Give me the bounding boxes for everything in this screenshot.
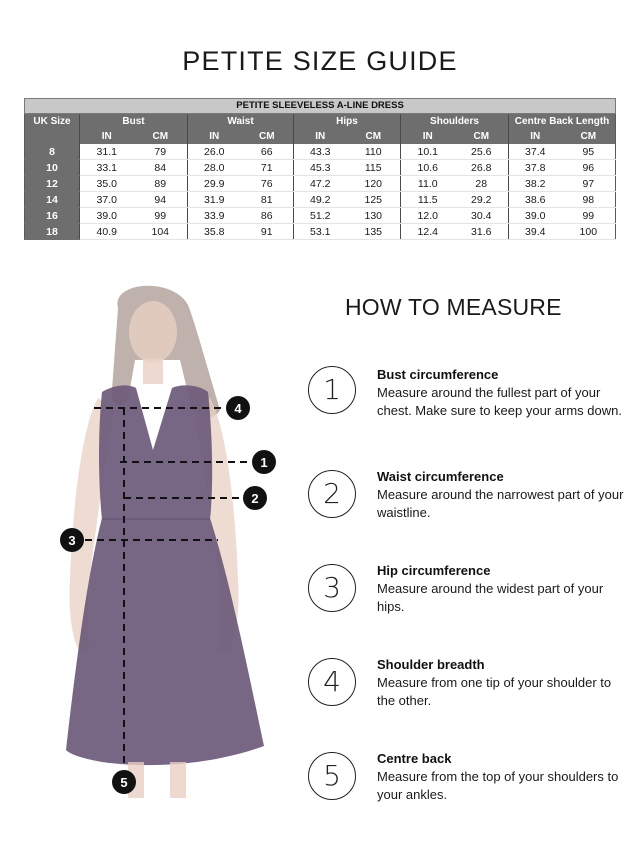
unit-in: IN [509, 129, 562, 144]
dress-bodice-shape [99, 385, 212, 520]
value-in-cell: 38.6 [509, 192, 562, 208]
value-cm-cell: 91 [241, 224, 294, 240]
value-cm-cell: 104 [134, 224, 188, 240]
value-in-cell: 10.1 [401, 144, 455, 160]
value-in-cell: 47.2 [294, 176, 347, 192]
value-in-cell: 37.4 [509, 144, 562, 160]
value-cm-cell: 30.4 [455, 208, 509, 224]
value-cm-cell: 97 [562, 176, 616, 192]
model-illustration [40, 280, 310, 800]
step-number-circle: 2 [308, 470, 356, 518]
value-in-cell: 12.4 [401, 224, 455, 240]
value-in-cell: 39.0 [509, 208, 562, 224]
group-header-centre-back: Centre Back Length [509, 114, 616, 130]
value-cm-cell: 98 [562, 192, 616, 208]
value-in-cell: 26.0 [188, 144, 241, 160]
value-in-cell: 40.9 [80, 224, 134, 240]
value-in-cell: 39.4 [509, 224, 562, 240]
value-cm-cell: 66 [241, 144, 294, 160]
value-cm-cell: 79 [134, 144, 188, 160]
value-cm-cell: 99 [134, 208, 188, 224]
table-row [25, 224, 616, 240]
value-cm-cell: 76 [241, 176, 294, 192]
value-in-cell: 31.1 [80, 144, 134, 160]
value-in-cell: 11.5 [401, 192, 455, 208]
size-cell: 14 [25, 192, 80, 208]
value-cm-cell: 25.6 [455, 144, 509, 160]
value-cm-cell: 99 [562, 208, 616, 224]
value-cm-cell: 26.8 [455, 160, 509, 176]
step-heading: Hip circumference [377, 563, 491, 578]
table-row [25, 144, 616, 160]
step-heading: Waist circumference [377, 469, 504, 484]
size-cell: 8 [25, 144, 80, 160]
value-in-cell: 49.2 [294, 192, 347, 208]
value-in-cell: 35.8 [188, 224, 241, 240]
unit-cm: CM [134, 129, 188, 144]
value-cm-cell: 115 [347, 160, 401, 176]
value-in-cell: 28.0 [188, 160, 241, 176]
value-in-cell: 39.0 [80, 208, 134, 224]
size-cell: 12 [25, 176, 80, 192]
value-cm-cell: 120 [347, 176, 401, 192]
value-in-cell: 29.9 [188, 176, 241, 192]
value-in-cell: 53.1 [294, 224, 347, 240]
group-header-shoulders: Shoulders [401, 114, 509, 130]
page-title: PETITE SIZE GUIDE [182, 46, 458, 76]
marker-3-label: 3 [68, 533, 76, 548]
unit-in: IN [188, 129, 241, 144]
step-heading: Bust circumference [377, 367, 499, 382]
value-in-cell: 12.0 [401, 208, 455, 224]
marker-2-label: 2 [251, 491, 259, 506]
step-description: Measure from the top of your shoulders to your ankles. [377, 769, 619, 802]
face-shape [129, 301, 177, 363]
unit-in: IN [401, 129, 455, 144]
marker-4-label: 4 [234, 401, 242, 416]
table-caption: PETITE SLEEVELESS A-LINE DRESS [25, 99, 616, 114]
right-leg-shape [170, 762, 186, 798]
how-to-measure-title: HOW TO MEASURE [345, 294, 562, 320]
value-in-cell: 31.9 [188, 192, 241, 208]
table-row [25, 176, 616, 192]
value-in-cell: 33.9 [188, 208, 241, 224]
step-number-circle: 1 [308, 366, 356, 414]
step-centre-back [308, 752, 628, 822]
step-description: Measure around the narrowest part of your waistline. [377, 487, 624, 520]
step-number-circle: 4 [308, 658, 356, 706]
value-in-cell: 37.8 [509, 160, 562, 176]
value-cm-cell: 31.6 [455, 224, 509, 240]
value-cm-cell: 81 [241, 192, 294, 208]
step-heading: Centre back [377, 751, 452, 766]
value-in-cell: 33.1 [80, 160, 134, 176]
value-cm-cell: 96 [562, 160, 616, 176]
unit-in: IN [80, 129, 134, 144]
unit-cm: CM [455, 129, 509, 144]
value-in-cell: 11.0 [401, 176, 455, 192]
unit-cm: CM [241, 129, 294, 144]
model-figure [40, 280, 310, 800]
step-heading: Shoulder breadth [377, 657, 485, 672]
value-cm-cell: 110 [347, 144, 401, 160]
unit-cm: CM [347, 129, 401, 144]
table-row [25, 160, 616, 176]
value-in-cell: 43.3 [294, 144, 347, 160]
size-cell: 18 [25, 224, 80, 240]
size-table [24, 98, 616, 240]
step-shoulder [308, 658, 628, 728]
step-description: Measure around the widest part of your hips. [377, 581, 604, 614]
step-number-circle: 5 [308, 752, 356, 800]
step-bust [308, 366, 628, 436]
size-cell: 16 [25, 208, 80, 224]
step-description: Measure from one tip of your shoulder to the other. [377, 675, 612, 708]
value-cm-cell: 28 [455, 176, 509, 192]
value-cm-cell: 29.2 [455, 192, 509, 208]
value-cm-cell: 89 [134, 176, 188, 192]
group-header-hips: Hips [294, 114, 401, 130]
group-header-bust: Bust [80, 114, 188, 130]
step-description: Measure around the fullest part of your chest. Make sure to keep your arms down. [377, 385, 622, 418]
marker-5-label: 5 [120, 775, 128, 790]
unit-in: IN [294, 129, 347, 144]
value-in-cell: 37.0 [80, 192, 134, 208]
value-in-cell: 38.2 [509, 176, 562, 192]
table-row [25, 208, 616, 224]
marker-1-label: 1 [260, 455, 268, 470]
value-cm-cell: 86 [241, 208, 294, 224]
value-cm-cell: 95 [562, 144, 616, 160]
value-in-cell: 45.3 [294, 160, 347, 176]
value-in-cell: 51.2 [294, 208, 347, 224]
value-in-cell: 35.0 [80, 176, 134, 192]
step-waist [308, 470, 628, 540]
value-cm-cell: 125 [347, 192, 401, 208]
value-cm-cell: 100 [562, 224, 616, 240]
value-in-cell: 10.6 [401, 160, 455, 176]
value-cm-cell: 71 [241, 160, 294, 176]
unit-cm: CM [562, 129, 616, 144]
value-cm-cell: 135 [347, 224, 401, 240]
size-cell: 10 [25, 160, 80, 176]
neck-shape [143, 358, 163, 384]
unit-spacer [25, 129, 80, 144]
value-cm-cell: 130 [347, 208, 401, 224]
group-header-waist: Waist [188, 114, 294, 130]
table-row [25, 192, 616, 208]
size-header: UK Size [25, 114, 80, 130]
value-cm-cell: 84 [134, 160, 188, 176]
value-cm-cell: 94 [134, 192, 188, 208]
step-hips [308, 564, 628, 634]
step-number-circle: 3 [308, 564, 356, 612]
